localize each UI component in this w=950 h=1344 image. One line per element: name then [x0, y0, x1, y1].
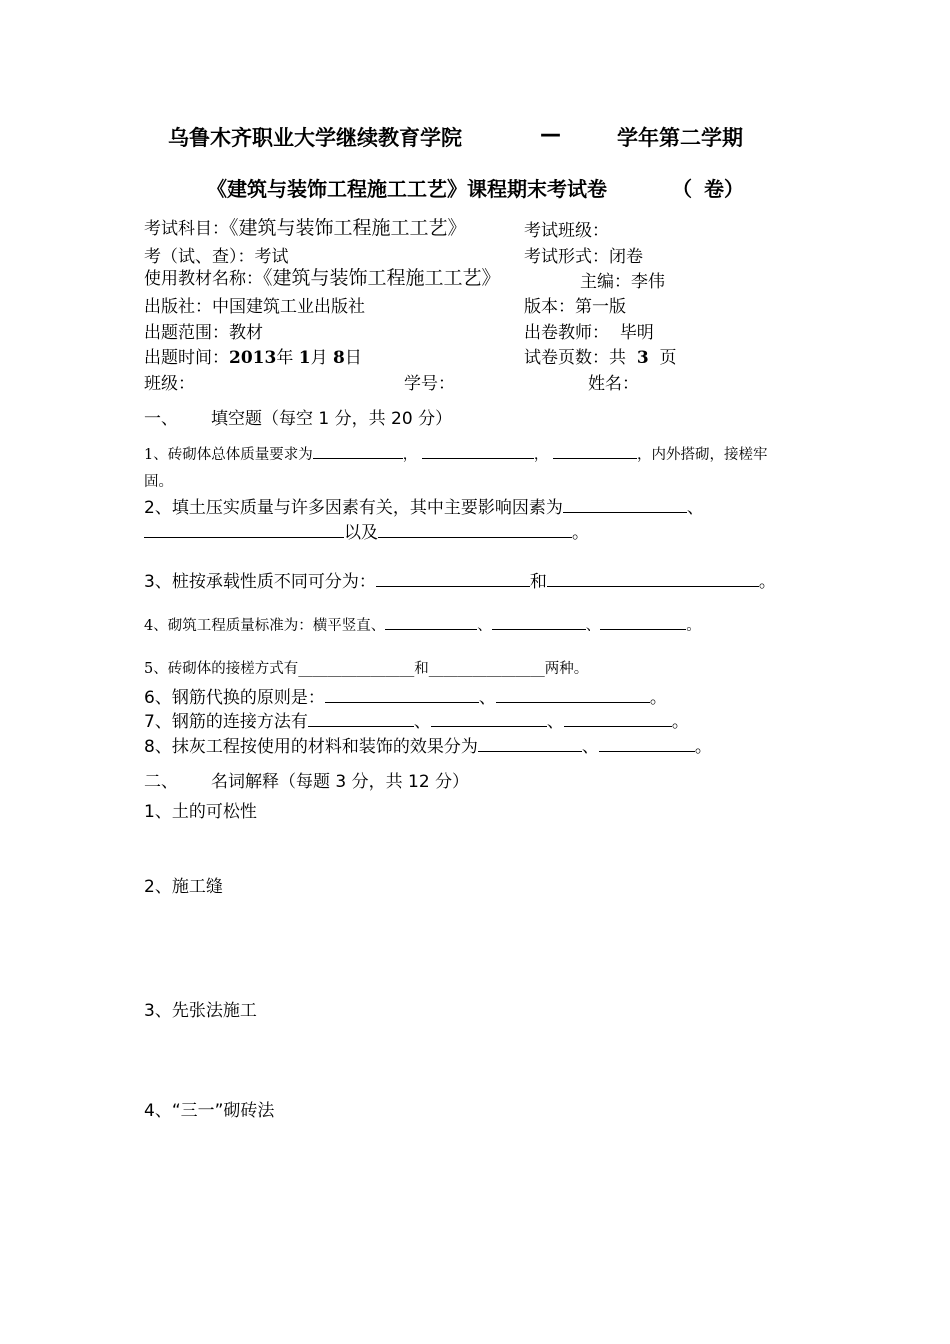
q7-blank-2[interactable] [431, 709, 547, 727]
q4-blank-2[interactable] [492, 615, 586, 631]
textbook-label: 使用教材名称： [144, 269, 263, 289]
subject-row [144, 213, 467, 240]
q4-blank-1[interactable] [385, 615, 477, 631]
q8-end: 。 [694, 737, 712, 757]
q3-blank-2[interactable] [547, 569, 759, 587]
header-dash: — [540, 122, 561, 146]
q1-blank-1[interactable] [313, 444, 403, 460]
q7-text: 7、钢筋的连接方法有 [144, 712, 308, 732]
exam-title: 《建筑与装饰工程施工工艺》课程期末考试卷 [207, 177, 607, 201]
q2-mid: 以及 [344, 523, 378, 543]
name-label: 姓名： [588, 374, 639, 394]
q1-tail2: 固。 [144, 474, 173, 490]
date-day: 8 [332, 348, 345, 368]
header-school: 乌鲁木齐职业大学继续教育学院 [168, 126, 462, 150]
q1-sep1: ， [402, 447, 418, 463]
q2-blank-1[interactable] [563, 495, 687, 513]
section2-number: 二、 [144, 772, 178, 792]
q8-text: 8、抹灰工程按使用的材料和装饰的效果分为 [144, 737, 478, 757]
date-month-unit: 月 [310, 348, 328, 368]
q1-tail: ，内外搭砌，接槎牢 [636, 447, 768, 463]
q3-blank-1[interactable] [376, 569, 530, 587]
q7-blank-1[interactable] [308, 709, 414, 727]
question-1 [144, 443, 767, 464]
publisher-row [144, 292, 365, 317]
pages-value: 3 [636, 348, 649, 368]
editor-row [580, 267, 665, 292]
date-year-unit: 年 [276, 348, 294, 368]
class-label: 考试班级： [524, 221, 609, 241]
teacher-value: 毕明 [619, 323, 654, 343]
exam-title-paren: （ [672, 177, 692, 201]
q7-blank-3[interactable] [564, 709, 672, 727]
date-label: 出题时间： [144, 348, 229, 368]
q1-blank-3[interactable] [553, 444, 637, 460]
q7-sep2: 、 [546, 712, 564, 732]
q6-end: 。 [649, 688, 667, 708]
scope-value: 教材 [229, 323, 263, 343]
q1-text: 1、砖砌体总体质量要求为 [144, 447, 313, 463]
question-7 [144, 707, 689, 732]
question-5: 5、砖砌体的接槎方式有________________和________________两种。 [144, 661, 589, 677]
question-3 [144, 567, 776, 592]
question-2-line2 [144, 518, 589, 543]
q1-blank-2[interactable] [422, 444, 534, 460]
date-month: 1 [298, 348, 311, 368]
teacher-label: 出卷教师： [524, 323, 609, 343]
publisher-value: 中国建筑工业出版社 [212, 297, 365, 317]
pages-label: 试卷页数：共 [524, 348, 626, 368]
q8-blank-1[interactable] [478, 734, 582, 752]
q2-text: 2、填土压实质量与许多因素有关，其中主要影响因素为 [144, 498, 563, 518]
q6-blank-1[interactable] [325, 685, 479, 703]
q4-text: 4、砌筑工程质量标准为：横平竖直、 [144, 618, 386, 634]
q6-text: 6、钢筋代换的原则是： [144, 688, 325, 708]
subject-value: 《建筑与装饰工程施工工艺》 [229, 217, 467, 239]
pages-row [524, 343, 676, 368]
scope-row [144, 318, 263, 343]
q8-blank-2[interactable] [599, 734, 695, 752]
q1-sep2: ， [533, 447, 549, 463]
q6-blank-2[interactable] [496, 685, 650, 703]
exam-title-juan: 卷） [704, 177, 744, 201]
edition-value: 第一版 [575, 297, 626, 317]
question-6 [144, 683, 667, 708]
editor-value: 李伟 [631, 272, 665, 292]
q2-end: 。 [572, 523, 589, 543]
section1-number: 一、 [144, 409, 178, 429]
textbook-value: 《建筑与装饰工程施工工艺》 [263, 267, 501, 289]
q2-blank-2[interactable] [144, 520, 344, 538]
section1-title: 填空题（每空 1 分，共 20 分） [211, 409, 453, 429]
q7-sep1: 、 [413, 712, 431, 732]
class2-label: 班级： [144, 374, 195, 394]
q4-sep2: 、 [585, 618, 601, 634]
term-item-3: 3、先张法施工 [144, 1001, 257, 1021]
date-row [144, 343, 362, 368]
question-4 [144, 614, 701, 635]
question-2 [144, 493, 704, 518]
subject-label: 考试科目： [144, 219, 229, 239]
type-label: 考（试、查）： [144, 247, 255, 267]
form-value: 闭卷 [609, 247, 643, 267]
q3-mid: 和 [529, 572, 547, 592]
q7-end: 。 [671, 712, 689, 732]
teacher-row [524, 318, 654, 343]
q6-sep: 、 [478, 688, 496, 708]
edition-label: 版本： [524, 297, 575, 317]
q8-sep: 、 [581, 737, 599, 757]
textbook-row [144, 263, 501, 290]
q4-end: 。 [686, 618, 701, 634]
pages-unit: 页 [659, 348, 677, 368]
term-item-1: 1、土的可松性 [144, 802, 257, 822]
section2-title: 名词解释（每题 3 分，共 12 分） [211, 772, 470, 792]
q3-text: 3、桩按承载性质不同可分为： [144, 572, 376, 592]
date-day-unit: 日 [344, 348, 362, 368]
q3-end: 。 [758, 572, 776, 592]
header-term: 学年第二学期 [617, 126, 743, 150]
q4-blank-3[interactable] [600, 615, 686, 631]
q2-blank-3[interactable] [378, 520, 572, 538]
form-row [524, 242, 643, 267]
edition-row [524, 292, 626, 317]
scope-label: 出题范围： [144, 323, 229, 343]
term-item-2: 2、施工缝 [144, 877, 223, 897]
editor-label: 主编： [580, 272, 631, 292]
date-year: 2013 [229, 348, 277, 368]
publisher-label: 出版社： [144, 297, 212, 317]
form-label: 考试形式： [524, 247, 609, 267]
q4-sep1: 、 [477, 618, 492, 634]
question-8 [144, 732, 712, 757]
type-value: 考试 [254, 247, 289, 267]
term-item-4: 4、“三一”砌砖法 [144, 1101, 275, 1121]
q2-sep: 、 [686, 498, 704, 518]
student-id-label: 学号： [404, 374, 455, 394]
